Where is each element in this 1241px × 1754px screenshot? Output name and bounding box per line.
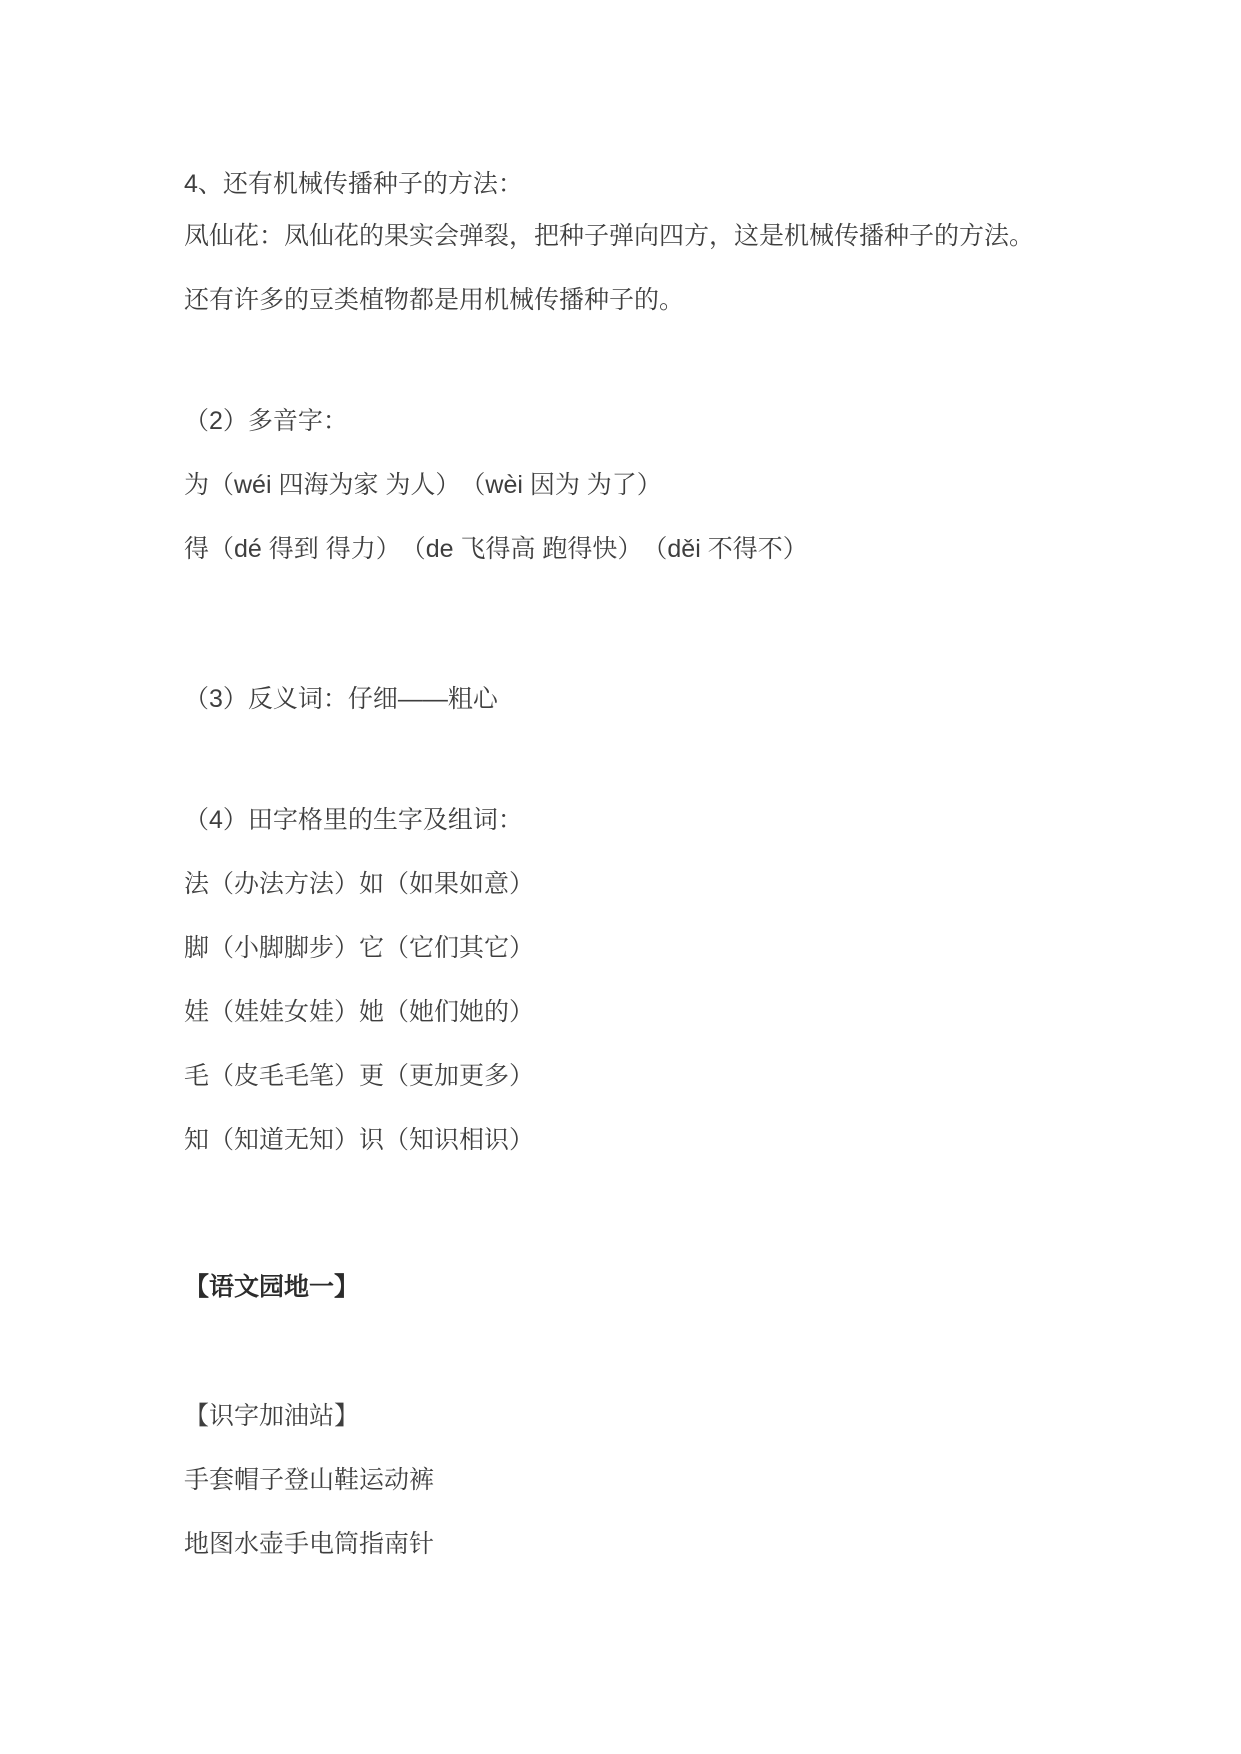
paragraph: 娃（娃娃女娃）她（她们她的） bbox=[184, 998, 535, 1026]
section-subheading: 【识字加油站】 bbox=[184, 1402, 360, 1430]
paragraph: （4）田字格里的生字及组词： bbox=[184, 806, 523, 834]
paragraph: 脚（小脚脚步）它（它们其它） bbox=[184, 934, 535, 962]
paragraph: 法（办法方法）如（如果如意） bbox=[184, 870, 535, 898]
paragraph: （2）多音字： bbox=[184, 407, 348, 435]
paragraph: 手套帽子登山鞋运动裤 bbox=[184, 1466, 435, 1494]
paragraph: 4、还有机械传播种子的方法： bbox=[184, 170, 523, 198]
paragraph: 为（wéi 四海为家 为人） （wèi 因为 为了） bbox=[184, 471, 662, 499]
paragraph: 毛（皮毛毛笔）更（更加更多） bbox=[184, 1062, 535, 1090]
section-heading: 【语文园地一】 bbox=[184, 1273, 360, 1301]
paragraph: 地图水壶手电筒指南针 bbox=[184, 1530, 435, 1558]
paragraph: （3）反义词：仔细——粗心 bbox=[184, 685, 498, 713]
paragraph: 得（dé 得到 得力） （de 飞得高 跑得快） （děi 不得不） bbox=[184, 535, 808, 563]
paragraph: 凤仙花：凤仙花的果实会弹裂，把种子弹向四方，这是机械传播种子的方法。 bbox=[184, 222, 1035, 250]
paragraph: 知（知道无知）识（知识相识） bbox=[184, 1126, 535, 1154]
paragraph: 还有许多的豆类植物都是用机械传播种子的。 bbox=[184, 286, 685, 314]
